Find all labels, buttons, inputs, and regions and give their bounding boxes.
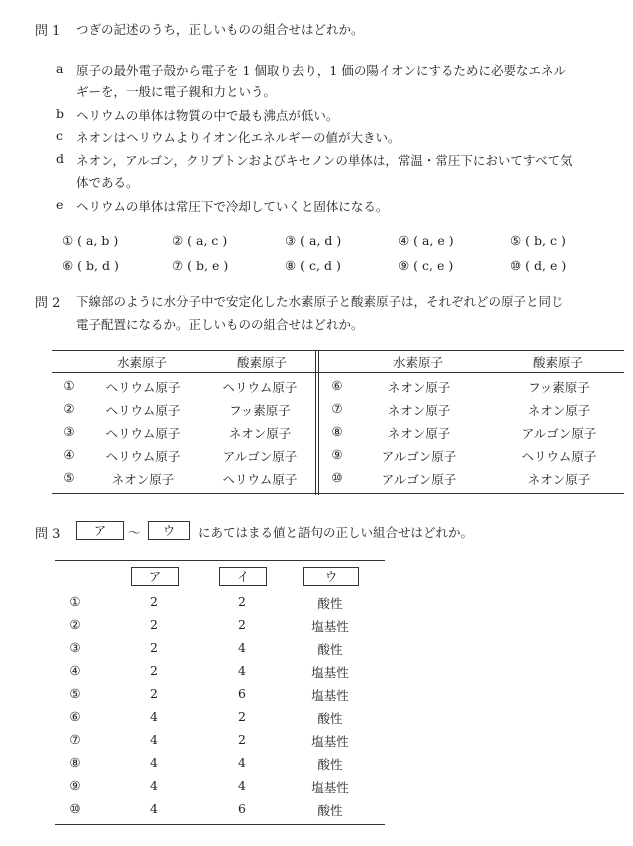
row-number: ⑩ — [69, 801, 81, 816]
row-number: ⑧ — [69, 755, 81, 770]
cell-hydrogen: ヘリウム原子 — [105, 403, 181, 418]
cell-i: 4 — [238, 778, 246, 793]
cell-oxygen: アルゴン原子 — [521, 426, 597, 441]
cell-i: 2 — [238, 732, 246, 747]
row-number: ⑩ — [331, 470, 343, 485]
q3-table — [55, 560, 385, 825]
cell-oxygen: ヘリウム原子 — [222, 472, 298, 487]
question-3-label: 問 3 — [35, 527, 61, 542]
cell-oxygen: アルゴン原子 — [222, 449, 298, 464]
cell-a: 4 — [150, 709, 158, 724]
column-header-box: イ — [219, 567, 267, 586]
column-header-box: ア — [131, 567, 179, 586]
table-rule-top — [55, 560, 385, 561]
row-number: ⑤ — [69, 686, 81, 701]
row-number: ① — [63, 378, 75, 393]
answer-option[interactable]: ⑥ ( b, d ) — [62, 258, 119, 273]
cell-a: 2 — [150, 686, 158, 701]
statement-line: ヘリウムの単体は物質の中で最も沸点が低い。 — [76, 108, 339, 123]
question-3-text: にあてはまる値と語句の正しい組合せはどれか。 — [198, 525, 474, 540]
row-number: ④ — [63, 447, 75, 462]
question-1-label: 問 1 — [35, 24, 61, 39]
table-divider — [318, 350, 319, 495]
cell-a: 2 — [150, 663, 158, 678]
column-header: 水素原子 — [116, 355, 167, 370]
cell-oxygen: ヘリウム原子 — [222, 380, 298, 395]
cell-a: 2 — [150, 594, 158, 609]
column-header: 水素原子 — [392, 355, 443, 370]
cell-i: 2 — [238, 709, 246, 724]
question-1-text: つぎの記述のうち，正しいものの組合せはどれか。 — [76, 22, 364, 37]
column-header-box: ウ — [303, 567, 359, 586]
cell-hydrogen: ヘリウム原子 — [105, 426, 181, 441]
cell-u: 酸性 — [317, 803, 343, 818]
cell-a: 2 — [150, 640, 158, 655]
statement-line: ネオン，アルゴン，クリプトンおよびキセノンの単体は，常温・常圧下においてすべて気 — [76, 153, 573, 168]
blank-box-a: ア — [76, 521, 124, 540]
statement-key: a — [56, 61, 64, 76]
answer-option[interactable]: ② ( a, c ) — [172, 233, 228, 248]
cell-hydrogen: ヘリウム原子 — [105, 449, 181, 464]
statement-key: c — [56, 128, 64, 143]
cell-hydrogen: ネオン原子 — [387, 380, 451, 395]
blank-box-c: ウ — [148, 521, 190, 540]
cell-i: 4 — [238, 640, 246, 655]
row-number: ⑥ — [69, 709, 81, 724]
statement-key: d — [56, 151, 65, 166]
cell-a: 2 — [150, 617, 158, 632]
cell-i: 2 — [238, 594, 246, 609]
answer-option[interactable]: ⑧ ( c, d ) — [285, 258, 341, 273]
column-header: 酸素原子 — [532, 355, 583, 370]
row-number: ⑦ — [69, 732, 81, 747]
row-number: ② — [69, 617, 81, 632]
answer-option[interactable]: ⑩ ( d, e ) — [510, 258, 567, 273]
table-rule-top — [52, 350, 624, 351]
statement-line: 原子の最外電子殻から電子を 1 個取り去り，1 価の陽イオンにするために必要なエネル — [76, 63, 566, 78]
cell-i: 6 — [238, 801, 246, 816]
row-number: ② — [63, 401, 75, 416]
answer-option[interactable]: ⑦ ( b, e ) — [172, 258, 229, 273]
cell-hydrogen: ヘリウム原子 — [105, 380, 181, 395]
row-number: ③ — [69, 640, 81, 655]
answer-option[interactable]: ⑨ ( c, e ) — [398, 258, 454, 273]
cell-oxygen: フッ素原子 — [229, 403, 291, 418]
cell-u: 塩基性 — [311, 619, 349, 634]
cell-oxygen: ヘリウム原子 — [521, 449, 597, 464]
cell-u: 酸性 — [317, 642, 343, 657]
statement-key: b — [56, 106, 65, 121]
row-number: ⑨ — [69, 778, 81, 793]
question-2-line: 下線部のように水分子中で安定化した水素原子と酸素原子は，それぞれどの原子と同じ — [76, 294, 564, 309]
row-number: ⑤ — [63, 470, 75, 485]
row-number: ⑨ — [331, 447, 343, 462]
cell-hydrogen: アルゴン原子 — [381, 472, 457, 487]
statement-line: ネオンはヘリウムよりイオン化エネルギーの値が大きい。 — [76, 130, 401, 145]
statement-line: ヘリウムの単体は常圧下で冷却していくと固体になる。 — [76, 199, 389, 214]
cell-a: 4 — [150, 801, 158, 816]
cell-a: 4 — [150, 778, 158, 793]
cell-oxygen: ネオン原子 — [228, 426, 292, 441]
cell-u: 酸性 — [317, 711, 343, 726]
cell-hydrogen: アルゴン原子 — [381, 449, 457, 464]
tilde: 〜 — [128, 525, 141, 540]
cell-oxygen: ネオン原子 — [527, 472, 591, 487]
row-number: ① — [69, 594, 81, 609]
table-rule-header — [52, 372, 624, 373]
cell-u: 塩基性 — [311, 688, 349, 703]
cell-i: 2 — [238, 617, 246, 632]
cell-i: 4 — [238, 755, 246, 770]
cell-u: 塩基性 — [311, 780, 349, 795]
row-number: ③ — [63, 424, 75, 439]
cell-i: 4 — [238, 663, 246, 678]
question-2-label: 問 2 — [35, 296, 61, 311]
statement-line: ギーを，一般に電子親和力という。 — [76, 84, 277, 99]
answer-option[interactable]: ③ ( a, d ) — [285, 233, 342, 248]
cell-u: 塩基性 — [311, 734, 349, 749]
statement-line: 体である。 — [76, 175, 139, 190]
cell-u: 塩基性 — [311, 665, 349, 680]
cell-i: 6 — [238, 686, 246, 701]
cell-u: 酸性 — [317, 757, 343, 772]
question-2-line: 電子配置になるか。正しいものの組合せはどれか。 — [76, 317, 364, 332]
cell-oxygen: ネオン原子 — [527, 403, 591, 418]
statement-key: e — [56, 197, 64, 212]
q2-table — [52, 350, 624, 495]
answer-option[interactable]: ④ ( a, e ) — [398, 233, 454, 248]
cell-hydrogen: ネオン原子 — [387, 426, 451, 441]
column-header: 酸素原子 — [236, 355, 287, 370]
cell-hydrogen: ネオン原子 — [111, 472, 175, 487]
row-number: ⑥ — [331, 378, 343, 393]
row-number: ⑧ — [331, 424, 343, 439]
cell-hydrogen: ネオン原子 — [387, 403, 451, 418]
row-number: ⑦ — [331, 401, 343, 416]
table-rule-bottom — [55, 824, 385, 825]
cell-oxygen: フッ素原子 — [528, 380, 590, 395]
row-number: ④ — [69, 663, 81, 678]
cell-a: 4 — [150, 755, 158, 770]
answer-option[interactable]: ① ( a, b ) — [62, 233, 119, 248]
cell-a: 4 — [150, 732, 158, 747]
cell-u: 酸性 — [317, 596, 343, 611]
table-rule-bottom — [52, 493, 624, 494]
answer-option[interactable]: ⑤ ( b, c ) — [510, 233, 566, 248]
